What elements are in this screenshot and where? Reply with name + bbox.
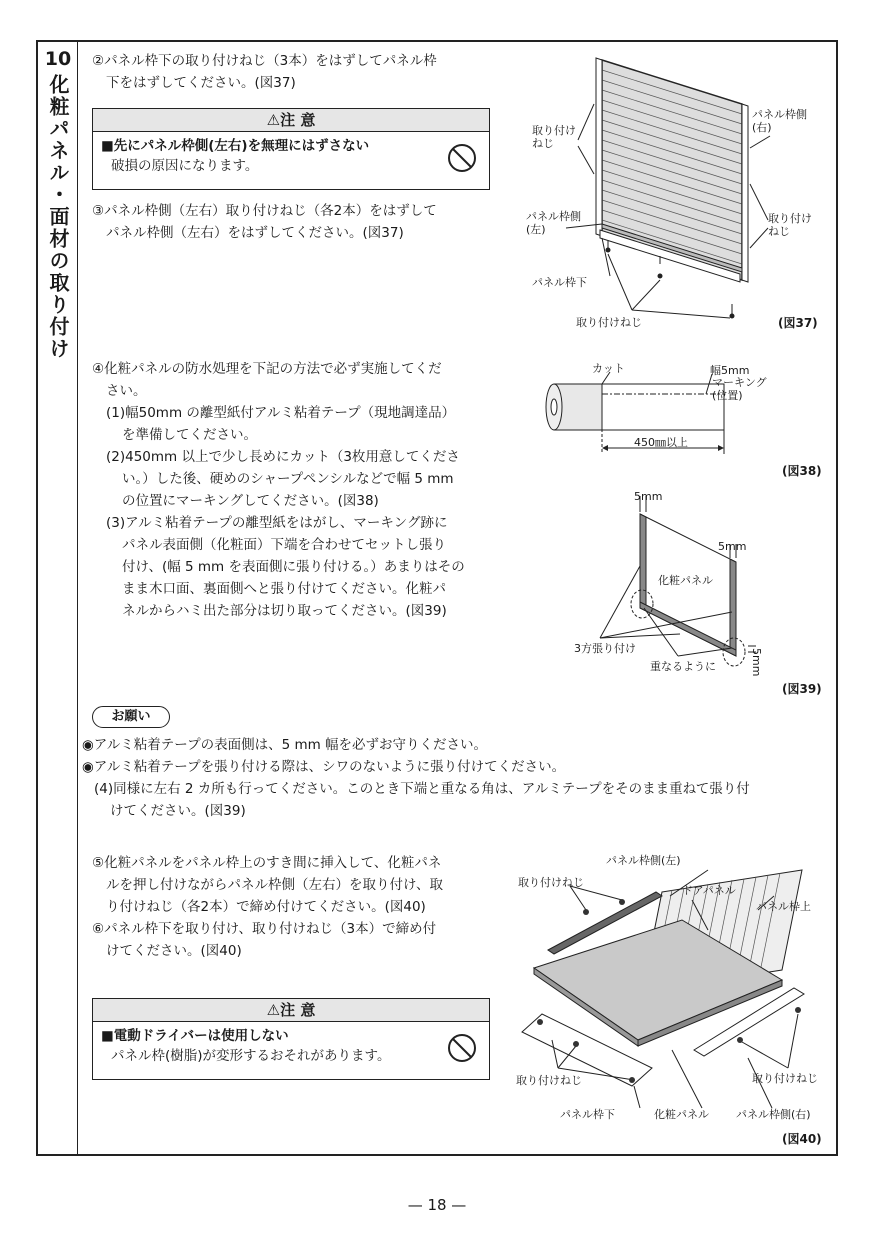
request-bullet-2: ◉アルミ粘着テープを張り付ける際は、シワのないように張り付けてください。 xyxy=(82,759,566,775)
fig39-label-panel: 化粧パネル xyxy=(658,574,713,587)
fig40-label-panel: 化粧パネル xyxy=(654,1108,709,1121)
section-title: 化粧パネル・面材の取り付け xyxy=(46,74,70,360)
fig38-label-width: 幅5mm xyxy=(710,364,750,377)
fig37-label-side-left: パネル枠側 (左) xyxy=(526,210,581,236)
fig38-label-cut: カット xyxy=(592,362,625,375)
fig37-label-screw-right: 取り付け ねじ xyxy=(768,212,812,238)
fig38-caption: (図38) xyxy=(782,464,822,478)
request-notes: ◉アルミ粘着テープの表面側は、5 mm 幅を必ずお守りください。 ◉アルミ粘着テープを張り付ける際は、シワのないように張り付けてください。 (4)同様に左右 2 カ所も行ってください。このとき下端と重なる角は、アルミテープをそのまま重ねて張り付 けてください。(図39) xyxy=(82,734,822,822)
fig40-label-top-frame: パネル枠上 xyxy=(756,900,811,913)
caution-title: ⚠注 意 xyxy=(93,109,489,132)
caution-headline: ■先にパネル枠側(左右)を無理にはずさない xyxy=(101,138,370,154)
steps-5-6: ⑤化粧パネルをパネル枠上のすき間に挿入して、化粧パネ ルを押し付けながらパネル枠側（左右）を取り付け、取 り付けねじ（各2本）で締め付けてください。(図40) ⑥パネル枠下を取り付け、取り付けねじ（3本）で締め付 けてください。(図40) xyxy=(92,852,496,962)
section-number: 10 xyxy=(44,48,72,70)
caution-box-2 xyxy=(92,998,490,1080)
fig37-label-side-right: パネル枠側 (右) xyxy=(752,108,807,134)
prohibited-icon xyxy=(447,143,477,173)
fig39-caption: (図39) xyxy=(782,682,822,696)
caution-title: ⚠注 意 xyxy=(93,999,489,1022)
fig40-caption: (図40) xyxy=(782,1132,822,1146)
fig40-label-door-panel: ドアパネル xyxy=(682,884,736,897)
caution-detail: 破損の原因になります。 xyxy=(111,158,259,174)
fig40-label-side-left: パネル枠側(左) xyxy=(606,854,681,867)
request-step-4-4: (4)同様に左右 2 カ所も行ってください。このとき下端と重なる角は、アルミテープをそのまま重ねて張り付 xyxy=(94,781,750,797)
figure-37 xyxy=(520,48,820,338)
fig40-label-screw-br: 取り付けねじ xyxy=(752,1072,818,1085)
fig37-label-bottom-frame: パネル枠下 xyxy=(532,276,587,289)
fig39-label-dim-bottom: 5mm xyxy=(750,648,763,677)
caution-box-1 xyxy=(92,108,490,190)
caution-headline: ■電動ドライバーは使用しない xyxy=(101,1028,289,1044)
fig37-label-screw-left: 取り付け ねじ xyxy=(532,124,576,150)
fig37-label-screw-bottom: 取り付けねじ xyxy=(576,316,642,329)
step-2: ②パネル枠下の取り付けねじ（3本）をはずしてパネル枠 下をはずしてください。(図37) xyxy=(92,53,437,91)
fig40-label-bottom-frame: パネル枠下 xyxy=(560,1108,615,1121)
fig39-label-three-side: 3方張り付け xyxy=(574,642,636,655)
fig40-label-side-right: パネル枠側(右) xyxy=(736,1108,811,1121)
caution-detail: パネル枠(樹脂)が変形するおそれがあります。 xyxy=(111,1048,391,1064)
request-bullet-1: ◉アルミ粘着テープの表面側は、5 mm 幅を必ずお守りください。 xyxy=(82,737,488,753)
fig39-label-dim-top: 5mm xyxy=(634,490,663,503)
fig37-caption: (図37) xyxy=(778,316,818,330)
step-5: ⑤化粧パネルをパネル枠上のすき間に挿入して、化粧パネ xyxy=(92,855,442,871)
fig40-label-screw-bl: 取り付けねじ xyxy=(516,1074,582,1087)
fig38-label-marking: マーキング (位置) xyxy=(712,376,767,402)
fig38-label-length: 450㎜以上 xyxy=(634,436,688,449)
step-4: ④化粧パネルの防水処理を下記の方法で必ず実施してくだ さい。 (1)幅50mm の離型紙付アルミ粘着テープ（現地調達品） を準備してください。 (2)450mm 以上で少し長めにカット（3枚用意してくださ い。）した後、硬めのシャープペンシルなどで幅 5 mm の位置にマーキングしてください。(図38) (3)アルミ粘着テープの離型紙をはがし、マーキング跡に パネル表面側（化粧面）下端を合わせてセットし張り 付け、(幅 5 mm を表面側に張り付ける。）あまりはその まま木口面、裏面側へと張り付けてください。化粧パ ネルからハミ出た部分は切り取ってください。(図39) xyxy=(92,361,465,619)
step-3: ③パネル枠側（左右）取り付けねじ（各2本）をはずして パネル枠側（左右）をはずしてください。(図37) xyxy=(92,203,437,241)
prohibited-icon xyxy=(447,1033,477,1063)
request-label: お願い xyxy=(92,706,170,728)
fig39-label-overlap: 重なるように xyxy=(650,660,716,673)
step-6: ⑥パネル枠下を取り付け、取り付けねじ（3本）で締め付 xyxy=(92,921,437,937)
page-number: — 18 — xyxy=(407,1196,467,1214)
section-sidebar xyxy=(38,42,78,1154)
figure-40 xyxy=(512,850,828,1110)
fig40-label-screw-top: 取り付けねじ xyxy=(518,876,584,889)
fig39-label-dim-right: 5mm xyxy=(718,540,747,553)
